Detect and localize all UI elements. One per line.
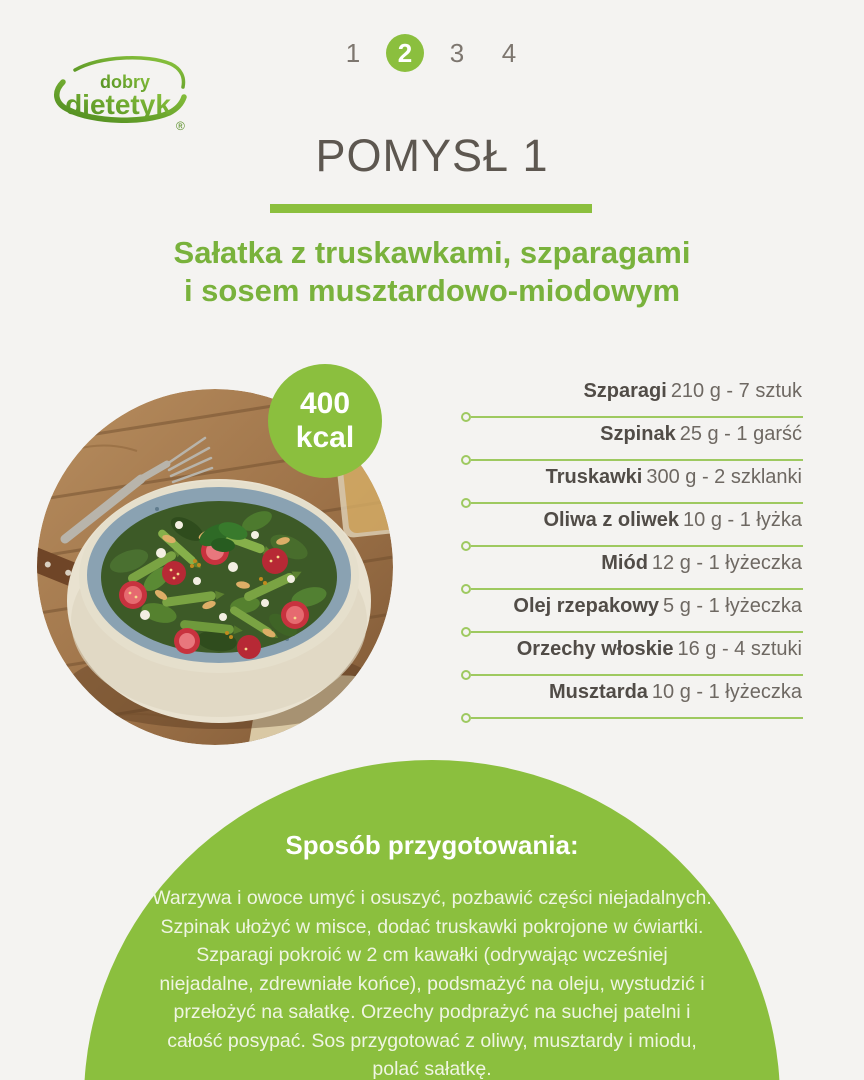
ingredient-label [517, 638, 802, 661]
registered-mark: ® [176, 119, 185, 133]
preparation-section [84, 760, 780, 1080]
ingredient-row [462, 418, 803, 461]
recipe-title [0, 234, 864, 310]
salad-bowl [67, 479, 371, 723]
kcal-value: 400 [299, 387, 351, 420]
ingredient-amount: 16 g - 4 sztuki [677, 638, 802, 660]
ingredient-row [462, 633, 803, 676]
ingredient-name: Musztarda [549, 681, 648, 703]
pagination-page-3[interactable]: 3 [449, 37, 465, 68]
title-underline [270, 204, 592, 213]
circle-bullet-icon [461, 713, 471, 723]
ingredient-amount: 10 g - 1 łyżeczka [651, 681, 802, 703]
ingredients-list [462, 375, 803, 719]
pagination-page-2[interactable]: 2 [386, 34, 424, 72]
ingredient-row [462, 590, 803, 633]
logo-word2: dietetyk [65, 89, 171, 120]
ingredient-row [462, 676, 803, 719]
kcal-badge [268, 364, 382, 478]
ingredient-name: Orzechy włoskie [516, 638, 674, 660]
ingredient-amount: 12 g - 1 łyżeczka [651, 552, 802, 574]
ingredient-row [462, 375, 803, 418]
pagination-page-4[interactable]: 4 [501, 37, 517, 68]
pagination-page-1[interactable]: 1 [345, 37, 361, 68]
recipe-title-line1: Sałatka z truskawkami, szparagami [173, 235, 691, 270]
ingredient-label [513, 595, 802, 618]
ingredient-row [462, 504, 803, 547]
ingredient-name: Oliwa z oliwek [543, 509, 680, 531]
ingredient-row [462, 547, 803, 590]
logo-word1: dobry [99, 72, 151, 92]
ingredient-label [583, 380, 802, 403]
ingredient-label [600, 423, 802, 446]
preparation-heading: Sposób przygotowania: [285, 830, 579, 860]
ingredient-amount: 25 g - 1 garść [679, 423, 802, 445]
ingredient-name: Truskawki [545, 466, 643, 488]
ingredient-label [549, 681, 802, 704]
ingredient-name: Szparagi [583, 380, 667, 402]
recipe-title-line2: i sosem musztardowo-miodowym [183, 273, 681, 308]
ingredient-name: Olej rzepakowy [513, 595, 660, 617]
ingredient-name: Miód [601, 552, 648, 574]
page-title: POMYSŁ 1 [315, 130, 549, 181]
ingredient-label [543, 509, 802, 532]
ingredient-row [462, 461, 803, 504]
ingredient-label [601, 552, 802, 575]
ingredient-label [546, 466, 802, 489]
ingredient-amount: 210 g - 7 sztuk [670, 380, 802, 402]
ingredient-amount: 5 g - 1 łyżeczka [663, 595, 802, 617]
ingredient-divider [471, 717, 803, 719]
ingredient-amount: 10 g - 1 łyżka [683, 509, 802, 531]
kcal-unit: kcal [295, 421, 355, 454]
pagination [334, 34, 528, 72]
ingredient-name: Szpinak [600, 423, 676, 445]
preparation-text: Warzywa i owoce umyć i osuszyć, pozbawić części niejadalnych. Szpinak ułożyć w misce, dodać truskawki pokrojone w ćwiartki. Szparagi pokroić w 2 cm kawałki (odrywając wcześniej niejadalne, zdrewniałe końce), podsmażyć na oleju, wystudzić i przełożyć na sałatkę. Orzechy podprażyć na suchej patelni i całość posypać. Sos przygotować z oliwy, musztardy i miodu, polać sałatkę. [152, 887, 712, 1080]
ingredient-amount: 300 g - 2 szklanki [646, 466, 802, 488]
